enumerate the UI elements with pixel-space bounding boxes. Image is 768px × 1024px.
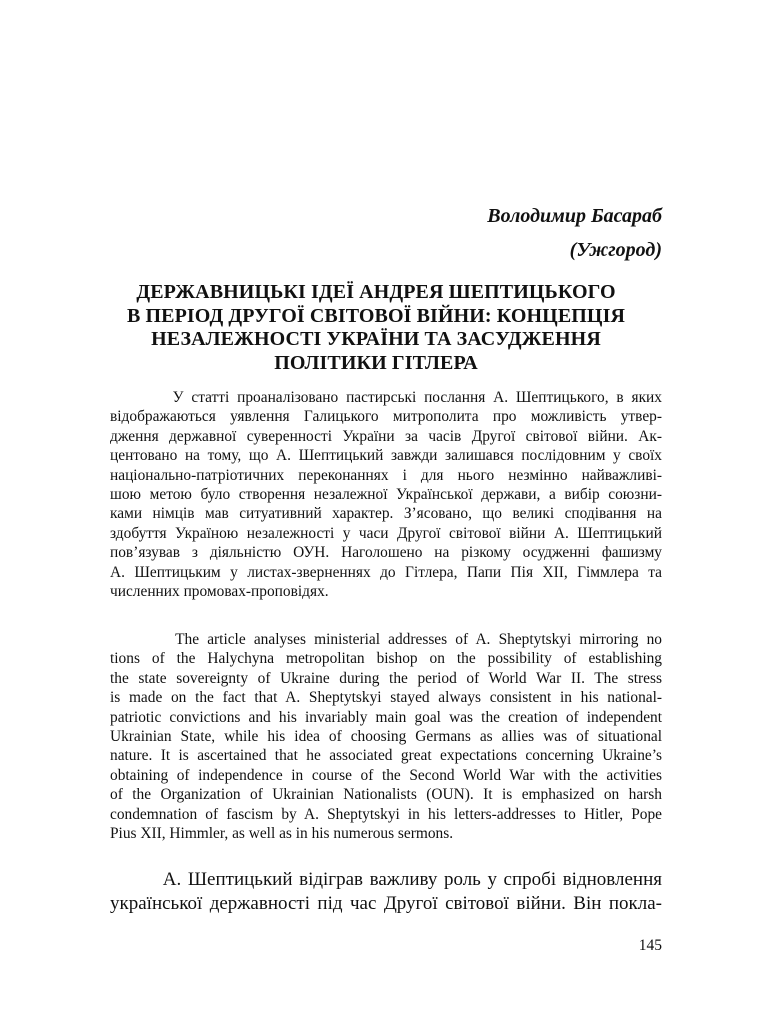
- abstract-line: центовано на тому, що А. Шептицький завжди залишався послідовним у своїх: [110, 447, 662, 465]
- title-line: ПОЛІТИКИ ГІТЛЕРА: [274, 351, 478, 374]
- abstract-line: У статті проаналізовано пастирські послання А. Шептицького, в яких: [110, 389, 662, 406]
- abstract-line: of the Organization of Ukrainian Nationalists (OUN). It is emphasized on harsh: [110, 786, 662, 804]
- abstract-line: шою метою було створення незалежної Української держави, а вибір союзни-: [110, 486, 662, 504]
- author-city: (Ужгород): [569, 239, 662, 261]
- abstract-line: the state sovereignty of Ukraine during the period of World War II. The stress: [110, 669, 662, 687]
- page-number: 145: [638, 937, 662, 954]
- abstract-line: nature. It is ascertained that he associated great expectations concerning Ukraine’s: [110, 747, 662, 765]
- title-line: НЕЗАЛЕЖНОСТІ УКРАЇНИ ТА ЗАСУДЖЕННЯ: [151, 328, 601, 350]
- abstract-line: condemnation of fascism by A. Sheptytskyi in his letters-addresses to Hitler, Pope: [110, 805, 662, 823]
- body-line: А. Шептицький відіграв важливу роль у спробі відновлення: [110, 869, 662, 890]
- abstract-line: The article analyses ministerial addresses of A. Sheptytskyi mirroring no: [110, 631, 662, 648]
- abstract-ukrainian: [110, 388, 662, 601]
- abstract-line: дження державної суверенності України за часів Другої світової війни. Ак-: [110, 427, 662, 445]
- abstract-line: пов’язував з діяльністю ОУН. Наголошено на різкому осудженні фашизму: [110, 544, 662, 562]
- abstract-line: національно-патріотичних переконаннях і для нього незмінно найважливі-: [110, 466, 662, 484]
- abstract-line: tions of the Halychyna metropolitan bishop on the possibility of establishing: [110, 650, 662, 668]
- abstract-line: obtaining of independence in course of the Second World War with the activities: [110, 766, 662, 784]
- abstract-line: is made on the fact that A. Sheptytskyi stayed always consistent in his national-: [110, 689, 662, 707]
- abstract-line: відображаються уявлення Галицького митрополита про можливість утвер-: [110, 408, 662, 426]
- article-title: [96, 281, 656, 375]
- title-line: ДЕРЖАВНИЦЬКІ ІДЕЇ АНДРЕЯ ШЕПТИЦЬКОГО: [136, 281, 616, 303]
- body-paragraph: [110, 868, 662, 915]
- body-line: української державності під час Другої світової війни. Він покла-: [110, 892, 662, 914]
- abstract-line: здобуття Україною незалежності у часи Другої світової війни А. Шептицький: [110, 524, 662, 542]
- abstract-line: Pius XII, Himmler, as well as in his numerous sermons.: [110, 825, 454, 843]
- title-line: В ПЕРІОД ДРУГОЇ СВІТОВОЇ ВІЙНИ: КОНЦЕПЦІЯ: [126, 304, 626, 327]
- abstract-line: patriotic convictions and his invariably main goal was the creation of independent: [110, 708, 662, 726]
- abstract-english: [110, 630, 662, 843]
- abstract-line: численних промовах-проповідях.: [110, 583, 329, 601]
- abstract-line: ками німців мав ситуативний характер. З’ясовано, що великі сподівання на: [110, 505, 662, 523]
- abstract-line: А. Шептицьким у листах-зверненнях до Гітлера, Папи Пія XII, Гіммлера та: [110, 563, 662, 581]
- author-name: Володимир Басараб: [487, 205, 662, 227]
- abstract-line: Ukrainian State, while his idea of choosing Germans as allies was of situational: [110, 728, 662, 746]
